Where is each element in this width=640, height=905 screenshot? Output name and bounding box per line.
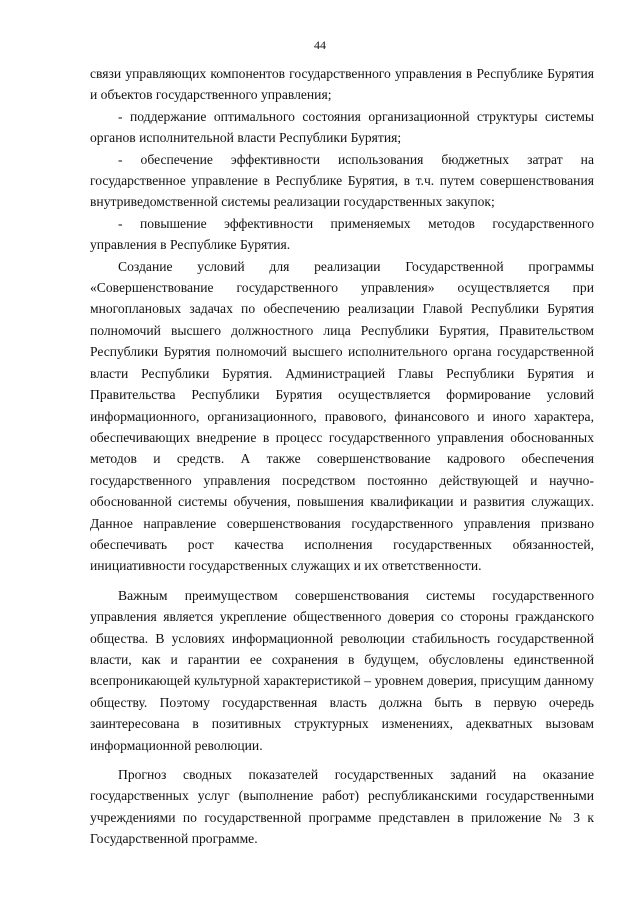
list-item-org-structure: - поддержание оптимального состояния организационной структуры системы органов исполнительной власти Республики Бурятия; <box>90 108 594 146</box>
list-item-budget-efficiency: - обеспечение эффективности использования бюджетных затрат на государственное управление в Республике Бурятия, в т.ч. путем совершенствования внутриведомственной системы реализации государственных закупок; <box>90 151 594 210</box>
document-body <box>90 63 594 850</box>
paragraph-public-trust: Важным преимуществом совершенствования системы государственного управления является укрепление общественного доверия со стороны гражданского общества. В условиях информационной революции стабильность государственной власти, как и гарантии ее сохранения в будущем, обусловлены единственной всепроникающей культурной характеристикой – уровнем доверия, присущим данному обществу. Поэтому государственная власть должна быть в первую очередь заинтересована в позитивных структурных изменениях, адекватных вызовам информационной революции. <box>90 587 594 753</box>
paragraph-forecast: Прогноз сводных показателей государственных заданий на оказание государственных услуг (выполнение работ) республиканскими государственными учреждениями по государственной программе представлен в приложение № 3 к Государственной программе. <box>90 767 594 847</box>
page-number: 44 <box>314 38 326 52</box>
paragraph-program-conditions: Создание условий для реализации Государственной программы «Совершенствование государственного управления» осуществляется при многоплановых задачах по обеспечению реализации Главой Республики Бурятия полномочий высшего должностного лица Республики Бурятия, Правительством Республики Бурятия полномочий высшего исполнительного органа государственной власти Республики Бурятия. Администрацией Главы Республики Бурятия и Правительства Республики Бурятия осуществляется формирование условий информационного, организационного, правового, финансового и иного характера, обеспечивающих внедрение в процесс государственного управления обоснованных методов и средств. А также совершенствование кадрового обеспечения государственного управления посредством постоянно действующей и научно-обоснованной системы обучения, повышения квалификации и развития служащих. Данное направление совершенствования государственного управления призвано обеспечивать рост качества исполнения государственных обязанностей, инициативности государственных служащих и их ответственности. <box>90 258 594 574</box>
list-item-methods-efficiency: - повышение эффективности применяемых методов государственного управления в Республике Бурятия. <box>90 215 594 253</box>
paragraph-continuation: связи управляющих компонентов государственного управления в Республике Бурятия и объектов государственного управления; <box>90 66 594 103</box>
